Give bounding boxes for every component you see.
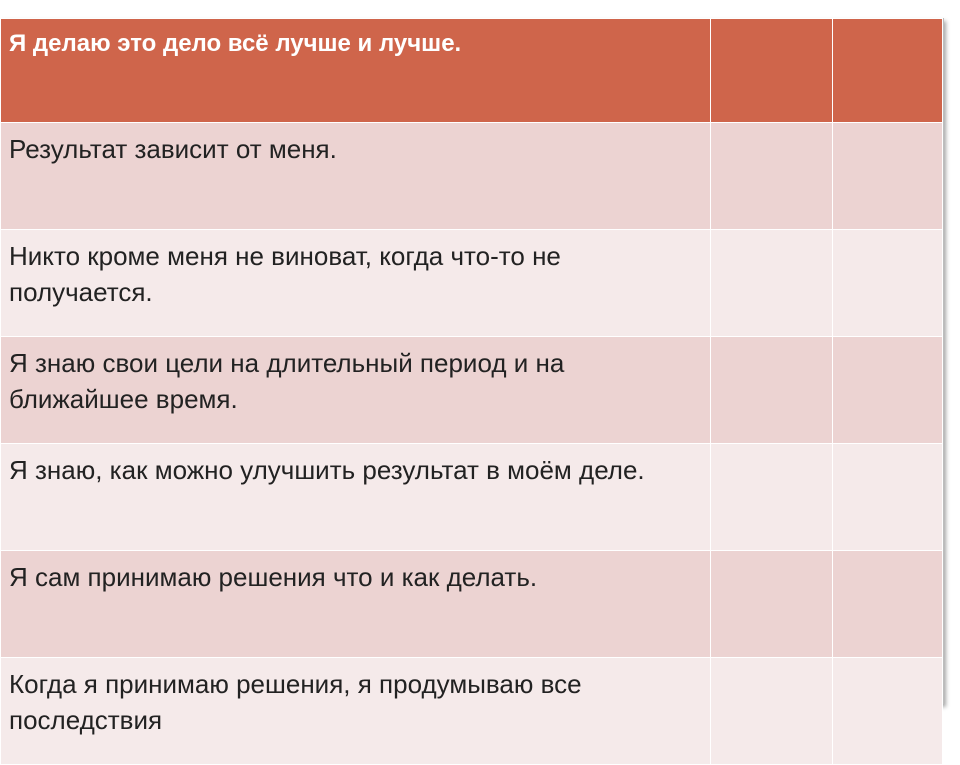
statement-cell: Я знаю, как можно улучшить результат в моём деле. — [1, 444, 711, 551]
header-answer-cell-1[interactable] — [711, 19, 833, 123]
answer-cell-2[interactable] — [833, 337, 943, 444]
answer-cell-1[interactable] — [711, 123, 833, 230]
statements-table — [0, 18, 944, 735]
answer-cell-2[interactable] — [833, 658, 943, 765]
header-statement-cell: Я делаю это дело всё лучше и лучше. — [1, 19, 711, 123]
table-row — [1, 337, 943, 444]
statements-table-grid — [0, 18, 943, 765]
answer-cell-2[interactable] — [833, 551, 943, 658]
table-row — [1, 551, 943, 658]
statement-cell: Результат зависит от меня. — [1, 123, 711, 230]
table-row — [1, 230, 943, 337]
table-row — [1, 123, 943, 230]
answer-cell-2[interactable] — [833, 444, 943, 551]
statement-cell: Я знаю свои цели на длительный период и на ближайшее время. — [1, 337, 711, 444]
table-row — [1, 444, 943, 551]
answer-cell-1[interactable] — [711, 230, 833, 337]
answer-cell-1[interactable] — [711, 658, 833, 765]
statement-cell: Когда я принимаю решения, я продумываю все последствия — [1, 658, 711, 765]
table-row — [1, 658, 943, 765]
answer-cell-2[interactable] — [833, 123, 943, 230]
answer-cell-1[interactable] — [711, 551, 833, 658]
answer-cell-1[interactable] — [711, 337, 833, 444]
table-header-row — [1, 19, 943, 123]
statement-cell: Никто кроме меня не виноват, когда что-то не получается. — [1, 230, 711, 337]
answer-cell-2[interactable] — [833, 230, 943, 337]
answer-cell-1[interactable] — [711, 444, 833, 551]
header-answer-cell-2[interactable] — [833, 19, 943, 123]
statement-cell: Я сам принимаю решения что и как делать. — [1, 551, 711, 658]
